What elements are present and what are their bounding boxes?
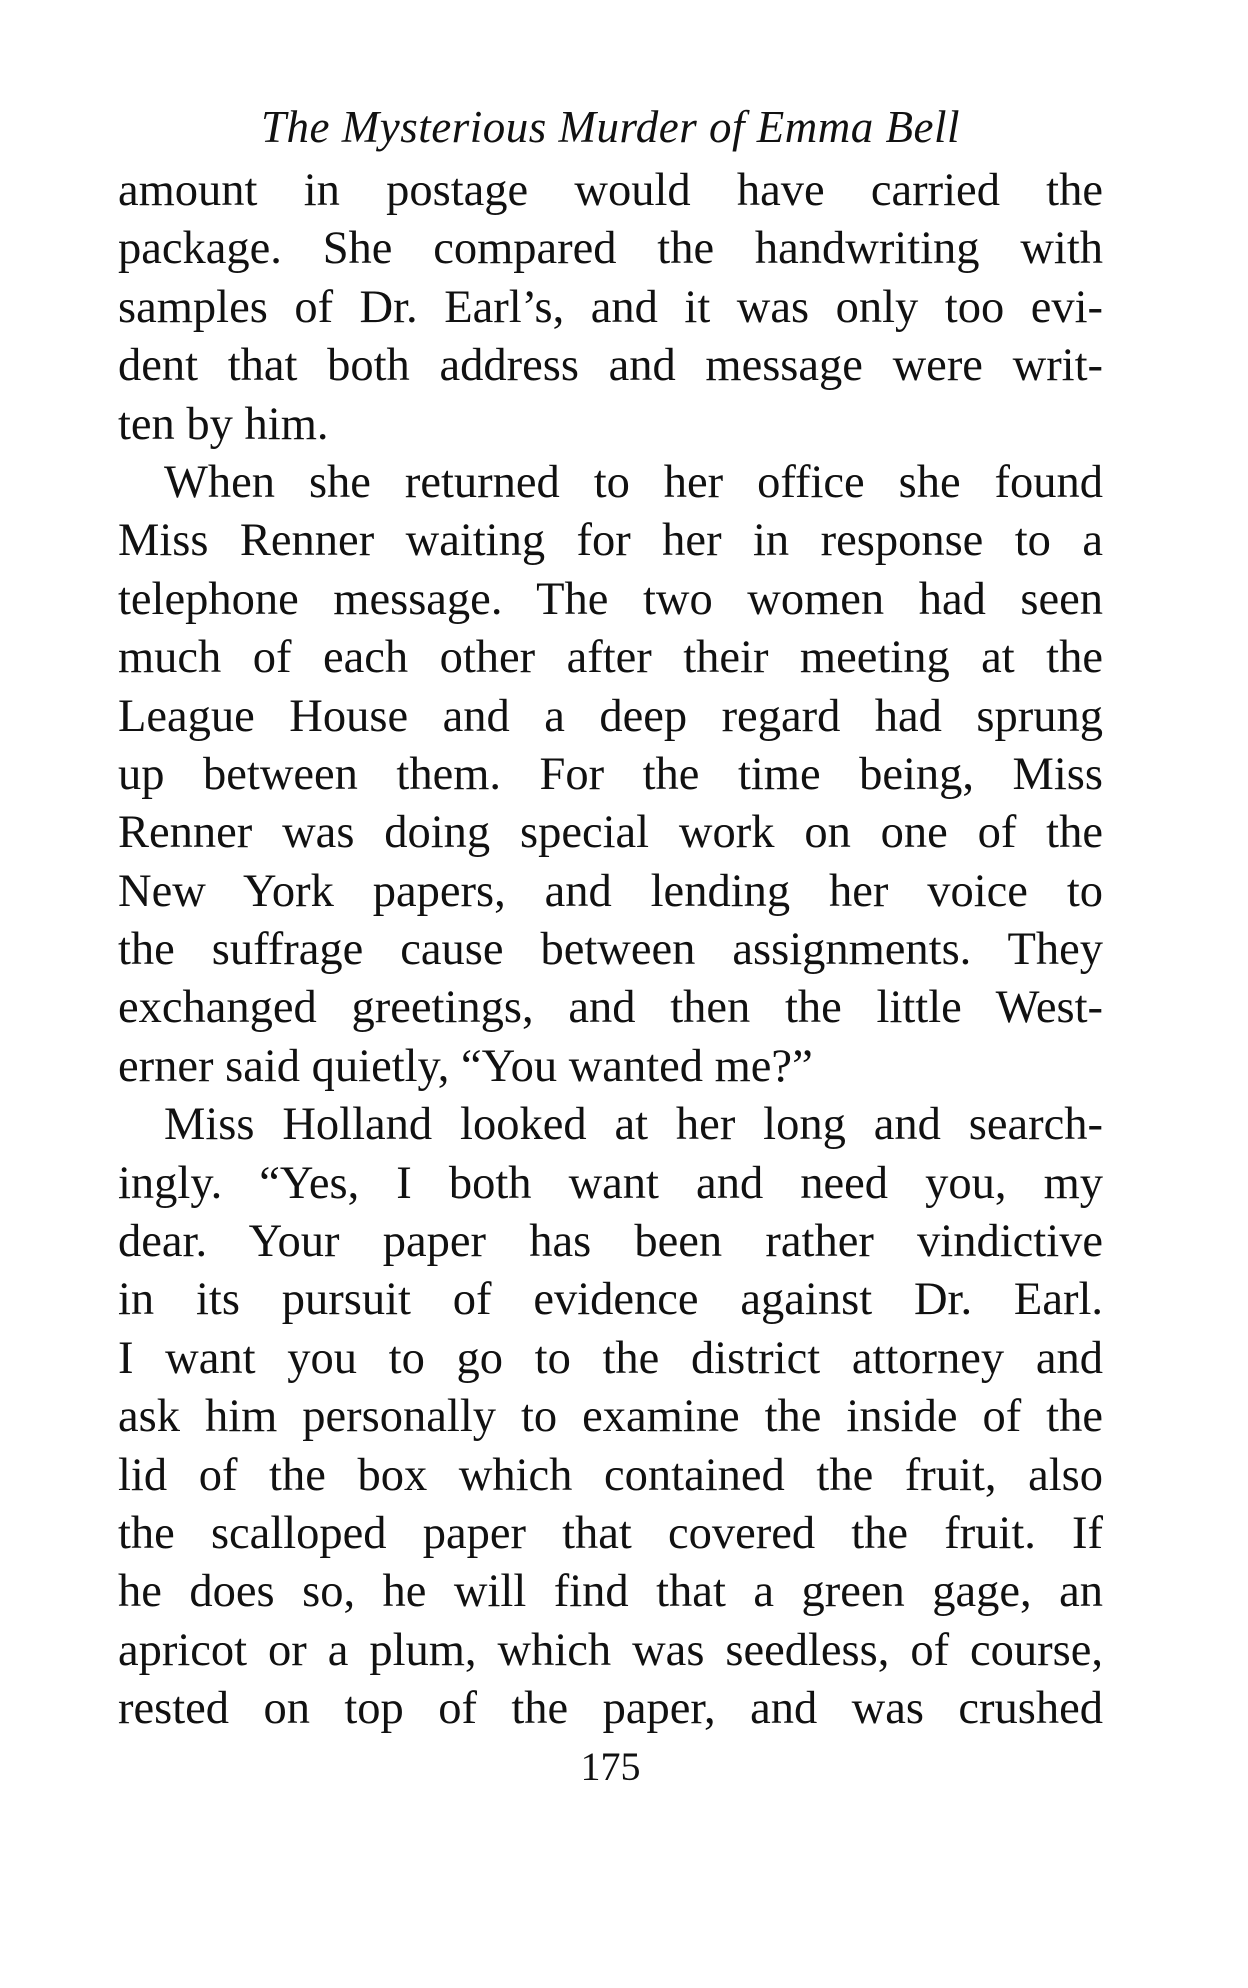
text-line: ten by him. [118,398,329,450]
text-line: League House and a deep regard had sprung [118,690,1103,742]
text-line: Miss Holland looked at her long and search- [164,1099,1103,1151]
text-line: dear. Your paper has been rather vindictive [118,1216,1103,1268]
text-line: ask him personally to examine the inside of the [118,1391,1103,1443]
text-line: he does so, he will find that a green gage, an [118,1566,1103,1618]
text-line: Renner was doing special work on one of the [118,807,1103,859]
text-line: I want you to go to the district attorney and [118,1332,1103,1384]
text-line: Miss Renner waiting for her in response to a [118,515,1103,567]
text-line: rested on top of the paper, and was crushed [118,1683,1103,1735]
text-line: dent that both address and message were writ- [118,340,1103,392]
text-line: New York papers, and lending her voice to [118,865,1103,917]
text-line: erner said quietly, “You wanted me?” [118,1040,813,1092]
text-line: the suffrage cause between assignments. They [118,924,1103,976]
text-line: up between them. For the time being, Miss [118,748,1103,800]
text-line: package. She compared the handwriting with [118,223,1103,275]
text-line: lid of the box which contained the fruit, also [118,1449,1103,1501]
text-line: exchanged greetings, and then the little West- [118,982,1103,1034]
text-line: apricot or a plum, which was seedless, of course, [118,1624,1103,1676]
running-head: The Mysterious Murder of Emma Bell [261,102,960,152]
text-line: the scalloped paper that covered the fruit. If [118,1507,1103,1559]
book-page [118,100,1103,1791]
text-line: telephone message. The two women had seen [118,573,1103,625]
page-number: 175 [580,1743,641,1789]
text-line: ingly. “Yes, I both want and need you, my [118,1157,1103,1209]
text-line: amount in postage would have carried the [118,165,1103,216]
text-line: in its pursuit of evidence against Dr. Earl. [118,1274,1103,1326]
text-line: samples of Dr. Earl’s, and it was only too evi- [118,281,1103,333]
text-line: When she returned to her office she found [164,456,1103,508]
text-line: much of each other after their meeting at the [118,632,1103,684]
body-text [118,162,1103,1739]
